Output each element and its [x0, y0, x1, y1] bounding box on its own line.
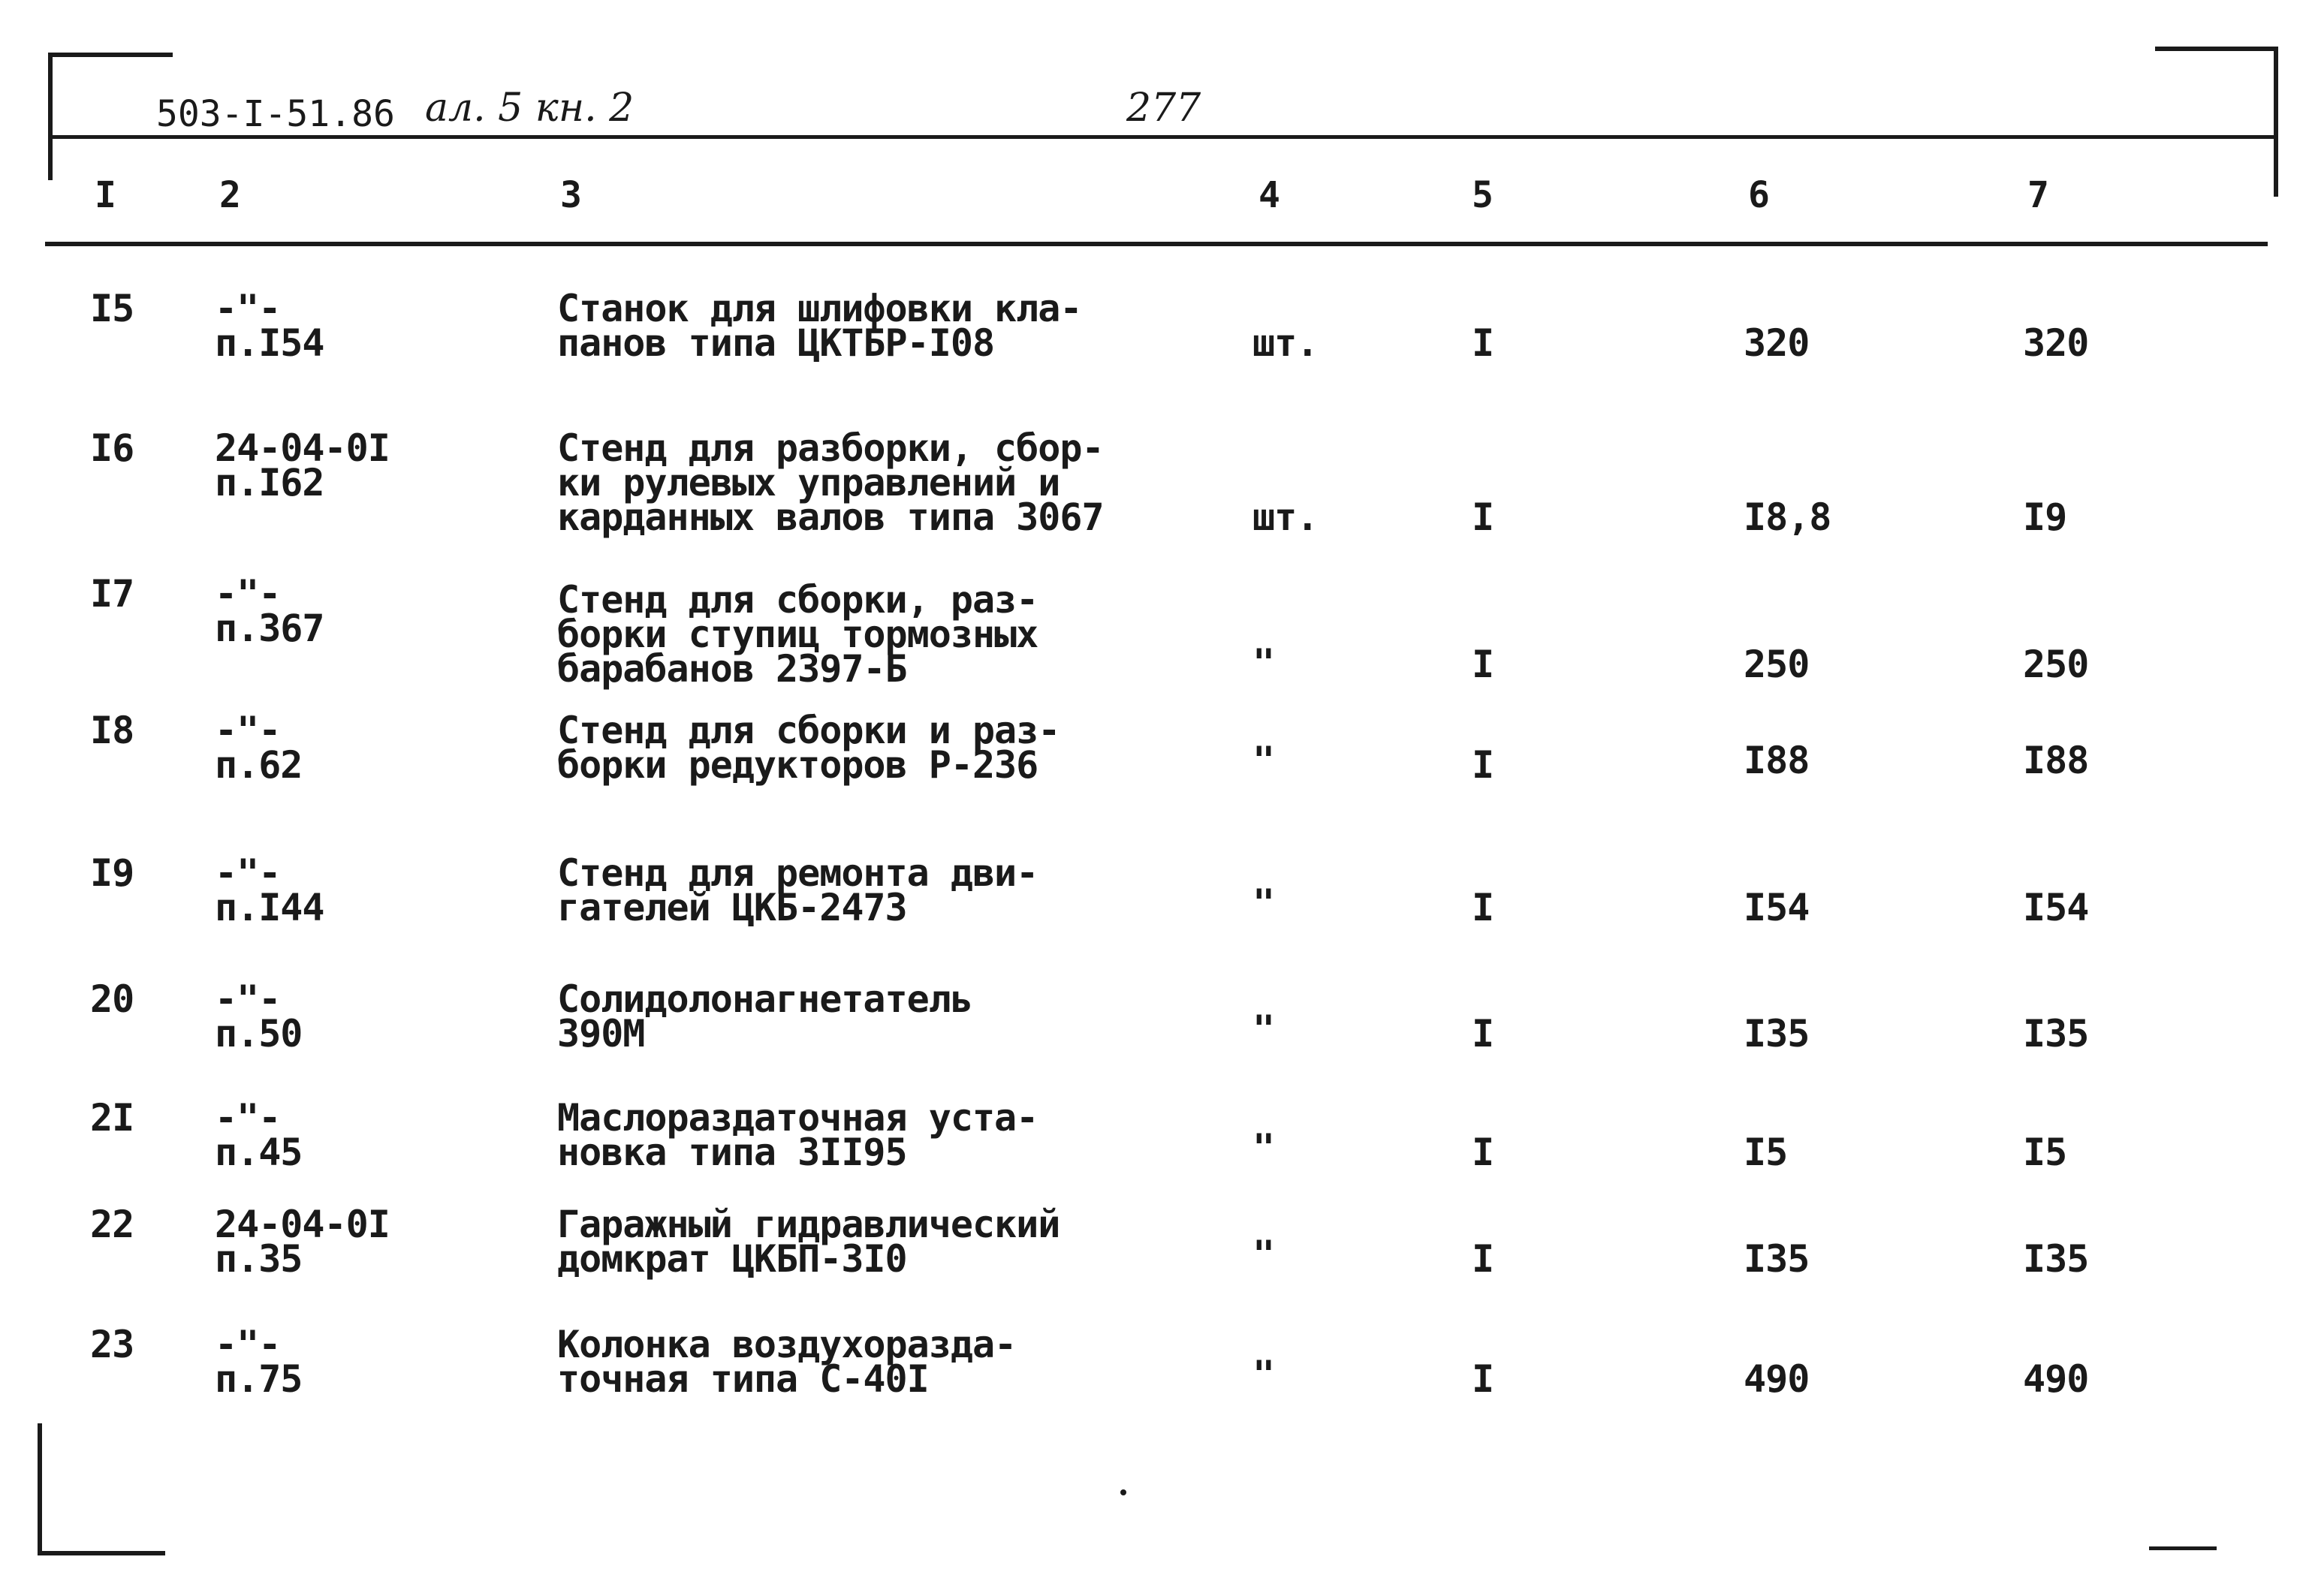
row-unit: "	[1252, 1126, 1275, 1170]
frame-left-upper	[48, 53, 53, 180]
row-total: I35	[2023, 1237, 2089, 1281]
row-total: I88	[2023, 739, 2089, 782]
row-unit: шт.	[1252, 321, 1319, 365]
row-quantity: I	[1472, 743, 1494, 787]
row-unit: "	[1252, 881, 1275, 925]
frame-left-lower	[38, 1423, 42, 1555]
row-number: 20	[90, 977, 134, 1021]
col-header-2: 2	[219, 174, 241, 216]
row-number: I9	[90, 851, 134, 895]
row-name: Стенд для разборки, сбор- ки рулевых управлений и карданных валов типа 3067	[557, 426, 1104, 539]
row-name: Стенд для сборки, раз- борки ступиц тормозных барабанов 2397-Б	[557, 578, 1038, 691]
row-total: 320	[2023, 321, 2089, 365]
row-total: 490	[2023, 1357, 2089, 1401]
row-reference: -"- п.I54	[215, 287, 324, 365]
row-unit: "	[1252, 1353, 1275, 1396]
row-price: I35	[1744, 1012, 1810, 1055]
row-total: I5	[2023, 1131, 2067, 1174]
row-name: Колонка воздухоразда- точная типа С-40I	[557, 1323, 1017, 1401]
frame-bottom-right	[2149, 1546, 2217, 1550]
row-total: I54	[2023, 886, 2089, 929]
row-name: Станок для шлифовки кла- панов типа ЦКТБР-I08	[557, 287, 1082, 365]
row-name: Стенд для ремонта дви- гателей ЦКБ-2473	[557, 851, 1038, 929]
album-volume: ал. 5 кн. 2	[425, 86, 635, 131]
row-quantity: I	[1472, 1357, 1494, 1401]
header-rule	[48, 135, 2278, 139]
doc-code: 503-I-51.86	[156, 93, 395, 135]
row-price: I35	[1744, 1237, 1810, 1281]
row-name: Маслораздаточная уста- новка типа 3II95	[557, 1096, 1038, 1174]
row-unit: "	[1252, 739, 1275, 782]
row-unit: "	[1252, 1233, 1275, 1276]
col-header-3: 3	[560, 174, 582, 216]
frame-top-right	[2155, 47, 2278, 51]
row-unit: "	[1252, 1007, 1275, 1051]
frame-right-upper	[2274, 47, 2278, 197]
col-header-4: 4	[1259, 174, 1280, 216]
row-reference: 24-04-0I п.35	[215, 1203, 390, 1281]
stray-mark	[1120, 1489, 1126, 1495]
row-reference: 24-04-0I п.I62	[215, 426, 390, 504]
row-reference: -"- п.62	[215, 709, 303, 787]
row-unit: шт.	[1252, 495, 1319, 539]
row-price: I54	[1744, 886, 1810, 929]
row-price: I88	[1744, 739, 1810, 782]
row-price: I5	[1744, 1131, 1788, 1174]
row-quantity: I	[1472, 495, 1494, 539]
row-reference: -"- п.45	[215, 1096, 303, 1174]
col-header-1: I	[95, 174, 116, 216]
row-name: Стенд для сборки и раз- борки редукторов Р-236	[557, 709, 1060, 787]
col-header-5: 5	[1472, 174, 1494, 216]
row-number: I6	[90, 426, 134, 470]
row-number: 2I	[90, 1096, 134, 1140]
row-name: Гаражный гидравлический домкрат ЦКБП-3I0	[557, 1203, 1060, 1281]
row-total: I9	[2023, 495, 2067, 539]
col-header-7: 7	[2027, 174, 2049, 216]
row-number: I5	[90, 287, 134, 330]
row-number: I7	[90, 572, 134, 616]
row-number: 23	[90, 1323, 134, 1366]
row-price: I8,8	[1744, 495, 1831, 539]
row-reference: -"- п.50	[215, 977, 303, 1055]
row-number: I8	[90, 709, 134, 752]
row-total: 250	[2023, 643, 2089, 686]
row-reference: -"- п.I44	[215, 851, 324, 929]
row-name: Солидолонагнетатель 390М	[557, 977, 972, 1055]
row-price: 490	[1744, 1357, 1810, 1401]
row-unit: "	[1252, 641, 1275, 685]
row-quantity: I	[1472, 1012, 1494, 1055]
frame-top-left	[48, 53, 173, 57]
row-reference: -"- п.75	[215, 1323, 303, 1401]
column-header-rule	[45, 242, 2268, 246]
row-reference: -"- п.367	[215, 572, 324, 650]
col-header-6: 6	[1748, 174, 1770, 216]
row-total: I35	[2023, 1012, 2089, 1055]
page-number: 277	[1126, 86, 1201, 131]
row-quantity: I	[1472, 321, 1494, 365]
row-price: 250	[1744, 643, 1810, 686]
row-number: 22	[90, 1203, 134, 1246]
row-quantity: I	[1472, 643, 1494, 686]
row-quantity: I	[1472, 1237, 1494, 1281]
frame-bottom-left	[38, 1551, 165, 1555]
row-quantity: I	[1472, 1131, 1494, 1174]
row-price: 320	[1744, 321, 1810, 365]
row-quantity: I	[1472, 886, 1494, 929]
